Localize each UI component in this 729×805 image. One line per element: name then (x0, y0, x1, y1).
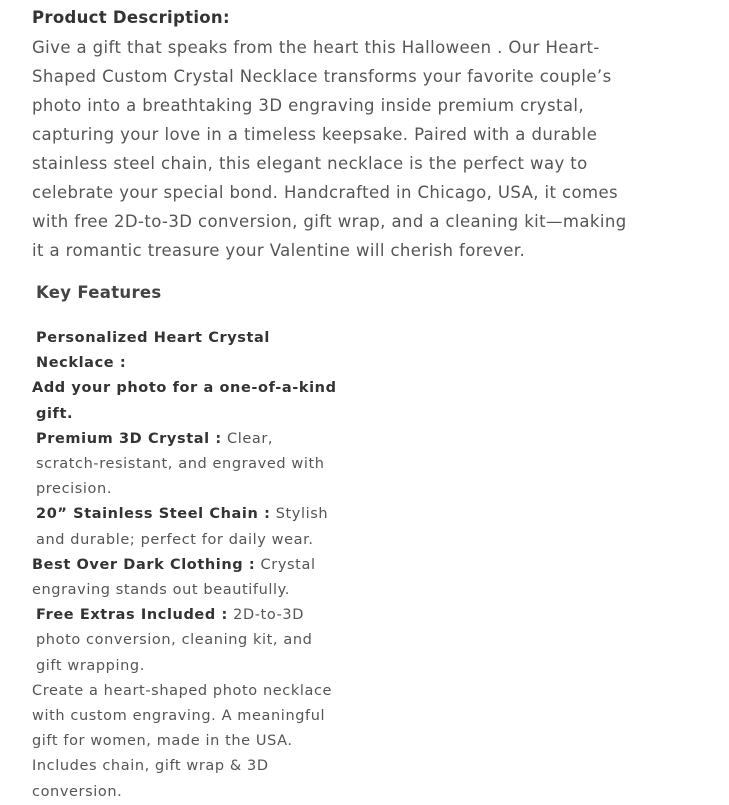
description-heading: Product Description: (32, 8, 230, 27)
closing-text: Includes chain, gift wrap & 3D conversion. (32, 758, 269, 800)
feature-item (32, 427, 337, 503)
feature-item (32, 603, 337, 679)
feature-text: 2D-to-3D photo conversion, cleaning kit, and gift wrapping. (36, 607, 313, 674)
feature-item (32, 553, 337, 603)
feature-item (32, 502, 337, 552)
feature-text: Stylish and durable; perfect for daily wear. (36, 506, 329, 548)
feature-label: Personalized Heart Crystal Necklace : (36, 330, 270, 372)
closing-text: Create a heart-shaped photo necklace with custom engraving. A meaningful gift for women, made in the USA. (32, 682, 333, 750)
feature-text: Clear, scratch-resistant, and engraved with precision. (36, 430, 325, 498)
key-features-list (32, 326, 337, 805)
feature-text: Crystal engraving stands out beautifully. (32, 556, 316, 599)
key-features-heading: Key Features (36, 283, 162, 302)
feature-label: 20” Stainless Steel Chain : (36, 506, 271, 523)
feature-item (32, 326, 337, 427)
feature-label: Best Over Dark Clothing : (32, 556, 256, 573)
feature-label: Free Extras Included : (36, 607, 228, 624)
feature-text: Add your photo for a one-of-a-kind gift. (32, 380, 337, 422)
description-body: Give a gift that speaks from the heart this Halloween . Our Heart-Shaped Custom Crystal Necklace transforms your favorite couple’s photo into a breathtaking 3D engraving inside premium crystal, capturing your love in a timeless keepsake. Paired with a durable stainless steel chain, this elegant necklace is the perfect way to celebrate your special bond. Handcrafted in Chicago, USA, it comes with free 2D-to-3D conversion, gift wrap, and a cleaning kit—making it a romantic treasure your Valentine will cherish forever. (32, 38, 627, 260)
feature-label: Premium 3D Crystal : (36, 430, 222, 447)
